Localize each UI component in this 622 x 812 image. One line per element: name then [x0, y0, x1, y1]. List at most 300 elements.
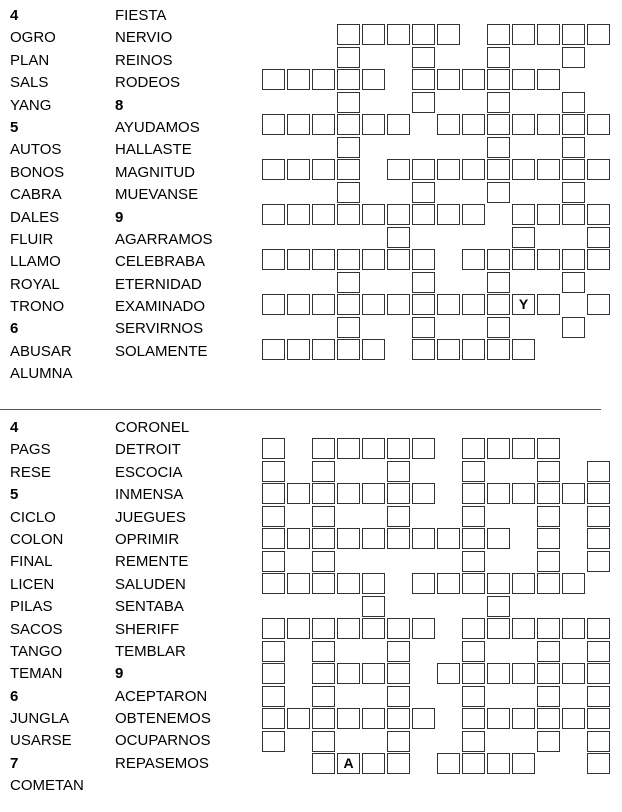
grid-cell[interactable]: [512, 249, 535, 270]
grid-cell[interactable]: [487, 272, 510, 293]
grid-cell[interactable]: [312, 294, 335, 315]
grid-cell[interactable]: [387, 708, 410, 729]
grid-cell[interactable]: [437, 753, 460, 774]
word-list-item: OBTENEMOS: [115, 710, 211, 728]
grid-cell[interactable]: [287, 204, 310, 225]
grid-cell[interactable]: [462, 461, 485, 482]
word-list-item: ETERNIDAD: [115, 275, 202, 293]
grid-cell[interactable]: [262, 114, 285, 135]
grid-cell[interactable]: [487, 249, 510, 270]
grid-cell[interactable]: [412, 618, 435, 639]
grid-cell[interactable]: [312, 438, 335, 459]
grid-cell[interactable]: [262, 618, 285, 639]
grid-cell[interactable]: [412, 483, 435, 504]
grid-cell[interactable]: [537, 24, 560, 45]
grid-cell[interactable]: [587, 204, 610, 225]
grid-cell[interactable]: [312, 528, 335, 549]
grid-cell[interactable]: [562, 159, 585, 180]
grid-cell[interactable]: [312, 618, 335, 639]
grid-cell[interactable]: [287, 69, 310, 90]
grid-cell[interactable]: [362, 204, 385, 225]
grid-cell[interactable]: [287, 294, 310, 315]
word-list-item: PLAN: [10, 51, 50, 69]
grid-cell[interactable]: [262, 551, 285, 572]
grid-cell[interactable]: [312, 641, 335, 662]
grid-cell[interactable]: [462, 641, 485, 662]
word-list-item: COLON: [10, 530, 64, 548]
grid-cell[interactable]: [462, 204, 485, 225]
grid-cell[interactable]: [312, 483, 335, 504]
grid-cell[interactable]: [537, 663, 560, 684]
word-length-header: 9: [115, 208, 124, 226]
grid-cell[interactable]: [462, 114, 485, 135]
grid-cell[interactable]: [337, 159, 360, 180]
grid-cell[interactable]: [587, 159, 610, 180]
grid-cell[interactable]: [512, 438, 535, 459]
grid-cell[interactable]: [512, 24, 535, 45]
grid-cell[interactable]: [487, 159, 510, 180]
grid-cell[interactable]: [462, 731, 485, 752]
grid-cell[interactable]: [362, 663, 385, 684]
grid-cell[interactable]: [262, 528, 285, 549]
grid-cell[interactable]: [587, 731, 610, 752]
grid-cell[interactable]: [487, 294, 510, 315]
grid-cell[interactable]: [412, 317, 435, 338]
grid-cell[interactable]: [437, 159, 460, 180]
grid-cell[interactable]: [537, 483, 560, 504]
grid-cell[interactable]: [412, 182, 435, 203]
grid-cell[interactable]: [337, 114, 360, 135]
grid-cell[interactable]: [287, 528, 310, 549]
grid-cell[interactable]: [562, 272, 585, 293]
grid-cell[interactable]: [537, 551, 560, 572]
grid-cell[interactable]: [487, 708, 510, 729]
grid-cell[interactable]: [562, 663, 585, 684]
grid-cell[interactable]: [462, 528, 485, 549]
grid-cell[interactable]: [562, 708, 585, 729]
grid-cell[interactable]: [387, 249, 410, 270]
word-list-item: SACOS: [10, 620, 63, 638]
grid-cell[interactable]: [462, 708, 485, 729]
grid-cell[interactable]: [412, 294, 435, 315]
grid-cell[interactable]: [262, 731, 285, 752]
grid-cell[interactable]: [587, 461, 610, 482]
grid-cell[interactable]: [337, 663, 360, 684]
grid-cell[interactable]: [462, 753, 485, 774]
word-list-item: CABRA: [10, 186, 62, 204]
grid-cell[interactable]: [487, 182, 510, 203]
grid-cell[interactable]: [387, 204, 410, 225]
grid-cell[interactable]: [537, 506, 560, 527]
grid-cell-prefilled[interactable]: Y: [512, 294, 535, 315]
grid-cell[interactable]: [387, 686, 410, 707]
grid-cell[interactable]: [412, 204, 435, 225]
word-list-item: TEMAN: [10, 665, 63, 683]
grid-cell[interactable]: [587, 294, 610, 315]
word-list-item: REINOS: [115, 51, 173, 69]
grid-cell[interactable]: [412, 339, 435, 360]
grid-cell[interactable]: [362, 438, 385, 459]
grid-cell[interactable]: [287, 708, 310, 729]
word-list-item: CORONEL: [115, 419, 190, 436]
grid-cell[interactable]: [337, 47, 360, 68]
grid-cell[interactable]: [537, 461, 560, 482]
grid-cell[interactable]: [337, 294, 360, 315]
word-list-item: OCUPARNOS: [115, 732, 211, 750]
grid-cell[interactable]: [287, 483, 310, 504]
grid-cell[interactable]: [262, 339, 285, 360]
grid-cell[interactable]: [487, 483, 510, 504]
word-list-item: AGARRAMOS: [115, 230, 213, 248]
grid-cell[interactable]: [537, 159, 560, 180]
grid-cell[interactable]: [487, 528, 510, 549]
grid-cell[interactable]: [537, 528, 560, 549]
grid-cell[interactable]: [587, 24, 610, 45]
grid-cell[interactable]: [487, 618, 510, 639]
grid-cell[interactable]: [362, 708, 385, 729]
grid-cell[interactable]: [512, 483, 535, 504]
grid-cell[interactable]: [462, 618, 485, 639]
grid-cell[interactable]: [312, 114, 335, 135]
grid-cell[interactable]: [462, 551, 485, 572]
grid-cell[interactable]: [287, 573, 310, 594]
grid-cell[interactable]: [337, 317, 360, 338]
grid-cell[interactable]: [262, 249, 285, 270]
word-list-item: TRONO: [10, 298, 65, 316]
grid-cell[interactable]: [487, 438, 510, 459]
grid-cell[interactable]: [462, 663, 485, 684]
word-length-header: 6: [10, 320, 19, 338]
grid-cell[interactable]: [387, 618, 410, 639]
grid-cell[interactable]: [512, 69, 535, 90]
grid-cell[interactable]: [412, 24, 435, 45]
grid-cell[interactable]: [337, 528, 360, 549]
grid-cell[interactable]: [562, 249, 585, 270]
grid-cell[interactable]: [412, 272, 435, 293]
grid-cell[interactable]: [587, 483, 610, 504]
grid-cell[interactable]: [537, 731, 560, 752]
grid-cell[interactable]: [462, 506, 485, 527]
grid-cell[interactable]: [462, 686, 485, 707]
grid-cell[interactable]: [537, 641, 560, 662]
grid-cell[interactable]: [262, 204, 285, 225]
grid-cell[interactable]: [512, 708, 535, 729]
grid-cell[interactable]: [462, 249, 485, 270]
word-list-item: YANG: [10, 96, 52, 114]
grid-cell[interactable]: [437, 69, 460, 90]
grid-cell[interactable]: [262, 294, 285, 315]
grid-cell[interactable]: [562, 618, 585, 639]
grid-cell[interactable]: [287, 114, 310, 135]
puzzle-2: [0, 412, 622, 812]
grid-cell[interactable]: [337, 573, 360, 594]
word-list-item: JUNGLA: [10, 710, 70, 728]
grid-cell[interactable]: [512, 573, 535, 594]
grid-cell[interactable]: [462, 69, 485, 90]
grid-cell[interactable]: [462, 339, 485, 360]
grid-cell[interactable]: [362, 753, 385, 774]
grid-cell[interactable]: [562, 204, 585, 225]
grid-cell[interactable]: [437, 24, 460, 45]
grid-cell[interactable]: [412, 92, 435, 113]
grid-cell[interactable]: [387, 114, 410, 135]
grid-cell[interactable]: [462, 438, 485, 459]
grid-cell[interactable]: [562, 24, 585, 45]
word-list-item: LICEN: [10, 575, 55, 593]
grid-cell[interactable]: [312, 159, 335, 180]
grid-cell[interactable]: [412, 69, 435, 90]
word-list-item: ABUSAR: [10, 342, 72, 360]
word-list-item: DETROIT: [115, 441, 181, 459]
grid-cell[interactable]: [362, 69, 385, 90]
grid-cell[interactable]: [487, 663, 510, 684]
grid-cell[interactable]: [487, 596, 510, 617]
grid-cell[interactable]: [262, 159, 285, 180]
grid-cell[interactable]: [312, 204, 335, 225]
grid-cell[interactable]: [462, 294, 485, 315]
grid-cell[interactable]: [362, 573, 385, 594]
word-length-header: 4: [10, 419, 19, 436]
grid-cell[interactable]: [437, 663, 460, 684]
grid-cell[interactable]: [562, 573, 585, 594]
grid-cell[interactable]: [262, 708, 285, 729]
grid-cell[interactable]: [462, 159, 485, 180]
word-list-item: INMENSA: [115, 486, 184, 504]
grid-cell[interactable]: [587, 551, 610, 572]
grid-cell[interactable]: [287, 339, 310, 360]
word-list-item: PAGS: [10, 441, 51, 459]
grid-cell[interactable]: [412, 708, 435, 729]
grid-cell[interactable]: [412, 528, 435, 549]
grid-cell[interactable]: [437, 339, 460, 360]
word-list-item: JUEGUES: [115, 508, 186, 526]
grid-cell[interactable]: [387, 663, 410, 684]
grid-cell[interactable]: [312, 249, 335, 270]
word-list-item: AYUDAMOS: [115, 118, 200, 136]
word-length-header: 5: [10, 118, 19, 136]
grid-cell[interactable]: [387, 528, 410, 549]
grid-cell[interactable]: [337, 249, 360, 270]
grid-cell[interactable]: [262, 69, 285, 90]
grid-cell[interactable]: [587, 528, 610, 549]
grid-cell[interactable]: [287, 249, 310, 270]
grid-cell[interactable]: [562, 317, 585, 338]
grid-cell[interactable]: [337, 618, 360, 639]
word-list-item: ALUMNA: [10, 365, 73, 383]
grid-cell[interactable]: [487, 573, 510, 594]
grid-cell[interactable]: [362, 24, 385, 45]
grid-cell[interactable]: [387, 483, 410, 504]
grid-cell[interactable]: [387, 438, 410, 459]
grid-cell[interactable]: [437, 294, 460, 315]
grid-cell[interactable]: [337, 69, 360, 90]
grid-cell[interactable]: [262, 461, 285, 482]
grid-cell[interactable]: [462, 483, 485, 504]
word-list-item: BONOS: [10, 163, 65, 181]
grid-cell[interactable]: [437, 573, 460, 594]
grid-cell[interactable]: [387, 753, 410, 774]
grid-cell[interactable]: [587, 641, 610, 662]
word-list-item: TEMBLAR: [115, 642, 186, 660]
grid-cell[interactable]: [312, 753, 335, 774]
grid-cell[interactable]: [362, 528, 385, 549]
grid-cell[interactable]: [312, 686, 335, 707]
grid-cell[interactable]: [537, 294, 560, 315]
grid-cell[interactable]: [512, 159, 535, 180]
grid-cell[interactable]: [537, 686, 560, 707]
grid-cell[interactable]: [337, 92, 360, 113]
grid-cell[interactable]: [387, 227, 410, 248]
grid-cell[interactable]: [487, 24, 510, 45]
grid-cell[interactable]: [412, 573, 435, 594]
grid-cell[interactable]: [337, 182, 360, 203]
grid-cell[interactable]: [387, 24, 410, 45]
grid-cell[interactable]: [337, 708, 360, 729]
grid-cell[interactable]: [487, 339, 510, 360]
grid-cell-prefilled[interactable]: A: [337, 753, 360, 774]
grid-cell[interactable]: [562, 114, 585, 135]
grid-cell[interactable]: [537, 573, 560, 594]
grid-cell[interactable]: [537, 438, 560, 459]
grid-cell[interactable]: [362, 618, 385, 639]
grid-cell[interactable]: [412, 438, 435, 459]
grid-cell[interactable]: [262, 506, 285, 527]
grid-cell[interactable]: [512, 663, 535, 684]
grid-cell[interactable]: [512, 753, 535, 774]
grid-cell[interactable]: [387, 461, 410, 482]
word-list-item: REMENTE: [115, 553, 189, 571]
word-list-item: LLAMO: [10, 253, 61, 271]
grid-cell[interactable]: [462, 573, 485, 594]
word-length-header: 5: [10, 486, 19, 504]
grid-cell[interactable]: [362, 483, 385, 504]
grid-cell[interactable]: [337, 24, 360, 45]
word-list-item: FLUIR: [10, 230, 54, 248]
word-list-column-1: [10, 417, 84, 798]
grid-cell[interactable]: [337, 438, 360, 459]
word-length-header: 8: [115, 96, 124, 114]
grid-cell[interactable]: [412, 249, 435, 270]
grid-cell[interactable]: [487, 114, 510, 135]
grid-cell[interactable]: [262, 573, 285, 594]
word-list-item: SENTABA: [115, 598, 184, 616]
grid-cell[interactable]: [312, 663, 335, 684]
grid-cell[interactable]: [587, 618, 610, 639]
grid-cell[interactable]: [562, 182, 585, 203]
word-length-header: 7: [10, 754, 19, 772]
grid-cell[interactable]: [262, 686, 285, 707]
grid-cell[interactable]: [387, 731, 410, 752]
grid-cell[interactable]: [562, 483, 585, 504]
word-length-header: 4: [10, 7, 19, 24]
grid-cell[interactable]: [537, 204, 560, 225]
grid-cell[interactable]: [437, 114, 460, 135]
grid-cell[interactable]: [587, 663, 610, 684]
grid-cell[interactable]: [487, 69, 510, 90]
grid-cell[interactable]: [337, 204, 360, 225]
grid-cell[interactable]: [487, 317, 510, 338]
grid-cell[interactable]: [287, 618, 310, 639]
grid-cell[interactable]: [312, 708, 335, 729]
grid-cell[interactable]: [387, 159, 410, 180]
grid-cell[interactable]: [587, 686, 610, 707]
grid-cell[interactable]: [362, 339, 385, 360]
grid-cell[interactable]: [537, 708, 560, 729]
grid-cell[interactable]: [537, 114, 560, 135]
grid-cell[interactable]: [362, 596, 385, 617]
grid-cell[interactable]: [312, 731, 335, 752]
word-list-item: PILAS: [10, 598, 53, 616]
word-list-item: RESE: [10, 463, 51, 481]
grid-cell[interactable]: [437, 204, 460, 225]
grid-cell[interactable]: [537, 69, 560, 90]
grid-cell[interactable]: [387, 641, 410, 662]
grid-cell[interactable]: [312, 506, 335, 527]
grid-cell[interactable]: [512, 227, 535, 248]
word-list-item: CICLO: [10, 508, 56, 526]
grid-cell[interactable]: [262, 438, 285, 459]
grid-cell[interactable]: [562, 92, 585, 113]
word-list-item: DALES: [10, 208, 60, 226]
grid-cell[interactable]: [587, 753, 610, 774]
grid-cell[interactable]: [312, 461, 335, 482]
grid-cell[interactable]: [587, 227, 610, 248]
grid-cell[interactable]: [312, 339, 335, 360]
grid-cell[interactable]: [487, 47, 510, 68]
grid-cell[interactable]: [337, 137, 360, 158]
grid-cell[interactable]: [512, 204, 535, 225]
grid-cell[interactable]: [587, 249, 610, 270]
grid-cell[interactable]: [262, 663, 285, 684]
grid-cell[interactable]: [412, 159, 435, 180]
word-list-item: FIESTA: [115, 7, 167, 24]
grid-cell[interactable]: [587, 506, 610, 527]
grid-cell[interactable]: [362, 294, 385, 315]
grid-cell[interactable]: [537, 249, 560, 270]
grid-cell[interactable]: [487, 92, 510, 113]
word-list-item: ACEPTARON: [115, 687, 208, 705]
word-list-item: OPRIMIR: [115, 530, 180, 548]
grid-cell[interactable]: [312, 551, 335, 572]
grid-cell[interactable]: [287, 159, 310, 180]
grid-cell[interactable]: [512, 339, 535, 360]
grid-cell[interactable]: [512, 618, 535, 639]
grid-cell[interactable]: [487, 137, 510, 158]
grid-cell[interactable]: [562, 137, 585, 158]
grid-cell[interactable]: [587, 114, 610, 135]
grid-cell[interactable]: [412, 47, 435, 68]
grid-cell[interactable]: [537, 618, 560, 639]
grid-cell[interactable]: [337, 483, 360, 504]
grid-cell[interactable]: [512, 114, 535, 135]
grid-cell[interactable]: [337, 339, 360, 360]
grid-cell[interactable]: [262, 483, 285, 504]
grid-cell[interactable]: [312, 69, 335, 90]
grid-cell[interactable]: [587, 708, 610, 729]
grid-cell[interactable]: [387, 294, 410, 315]
grid-cell[interactable]: [562, 47, 585, 68]
grid-cell[interactable]: [362, 114, 385, 135]
grid-cell[interactable]: [362, 249, 385, 270]
grid-cell[interactable]: [337, 272, 360, 293]
grid-cell[interactable]: [487, 753, 510, 774]
grid-cell[interactable]: [437, 528, 460, 549]
grid-cell[interactable]: [312, 573, 335, 594]
grid-cell[interactable]: [262, 641, 285, 662]
word-list-item: ROYAL: [10, 275, 60, 293]
word-list-item: SOLAMENTE: [115, 342, 208, 360]
grid-cell[interactable]: [387, 506, 410, 527]
